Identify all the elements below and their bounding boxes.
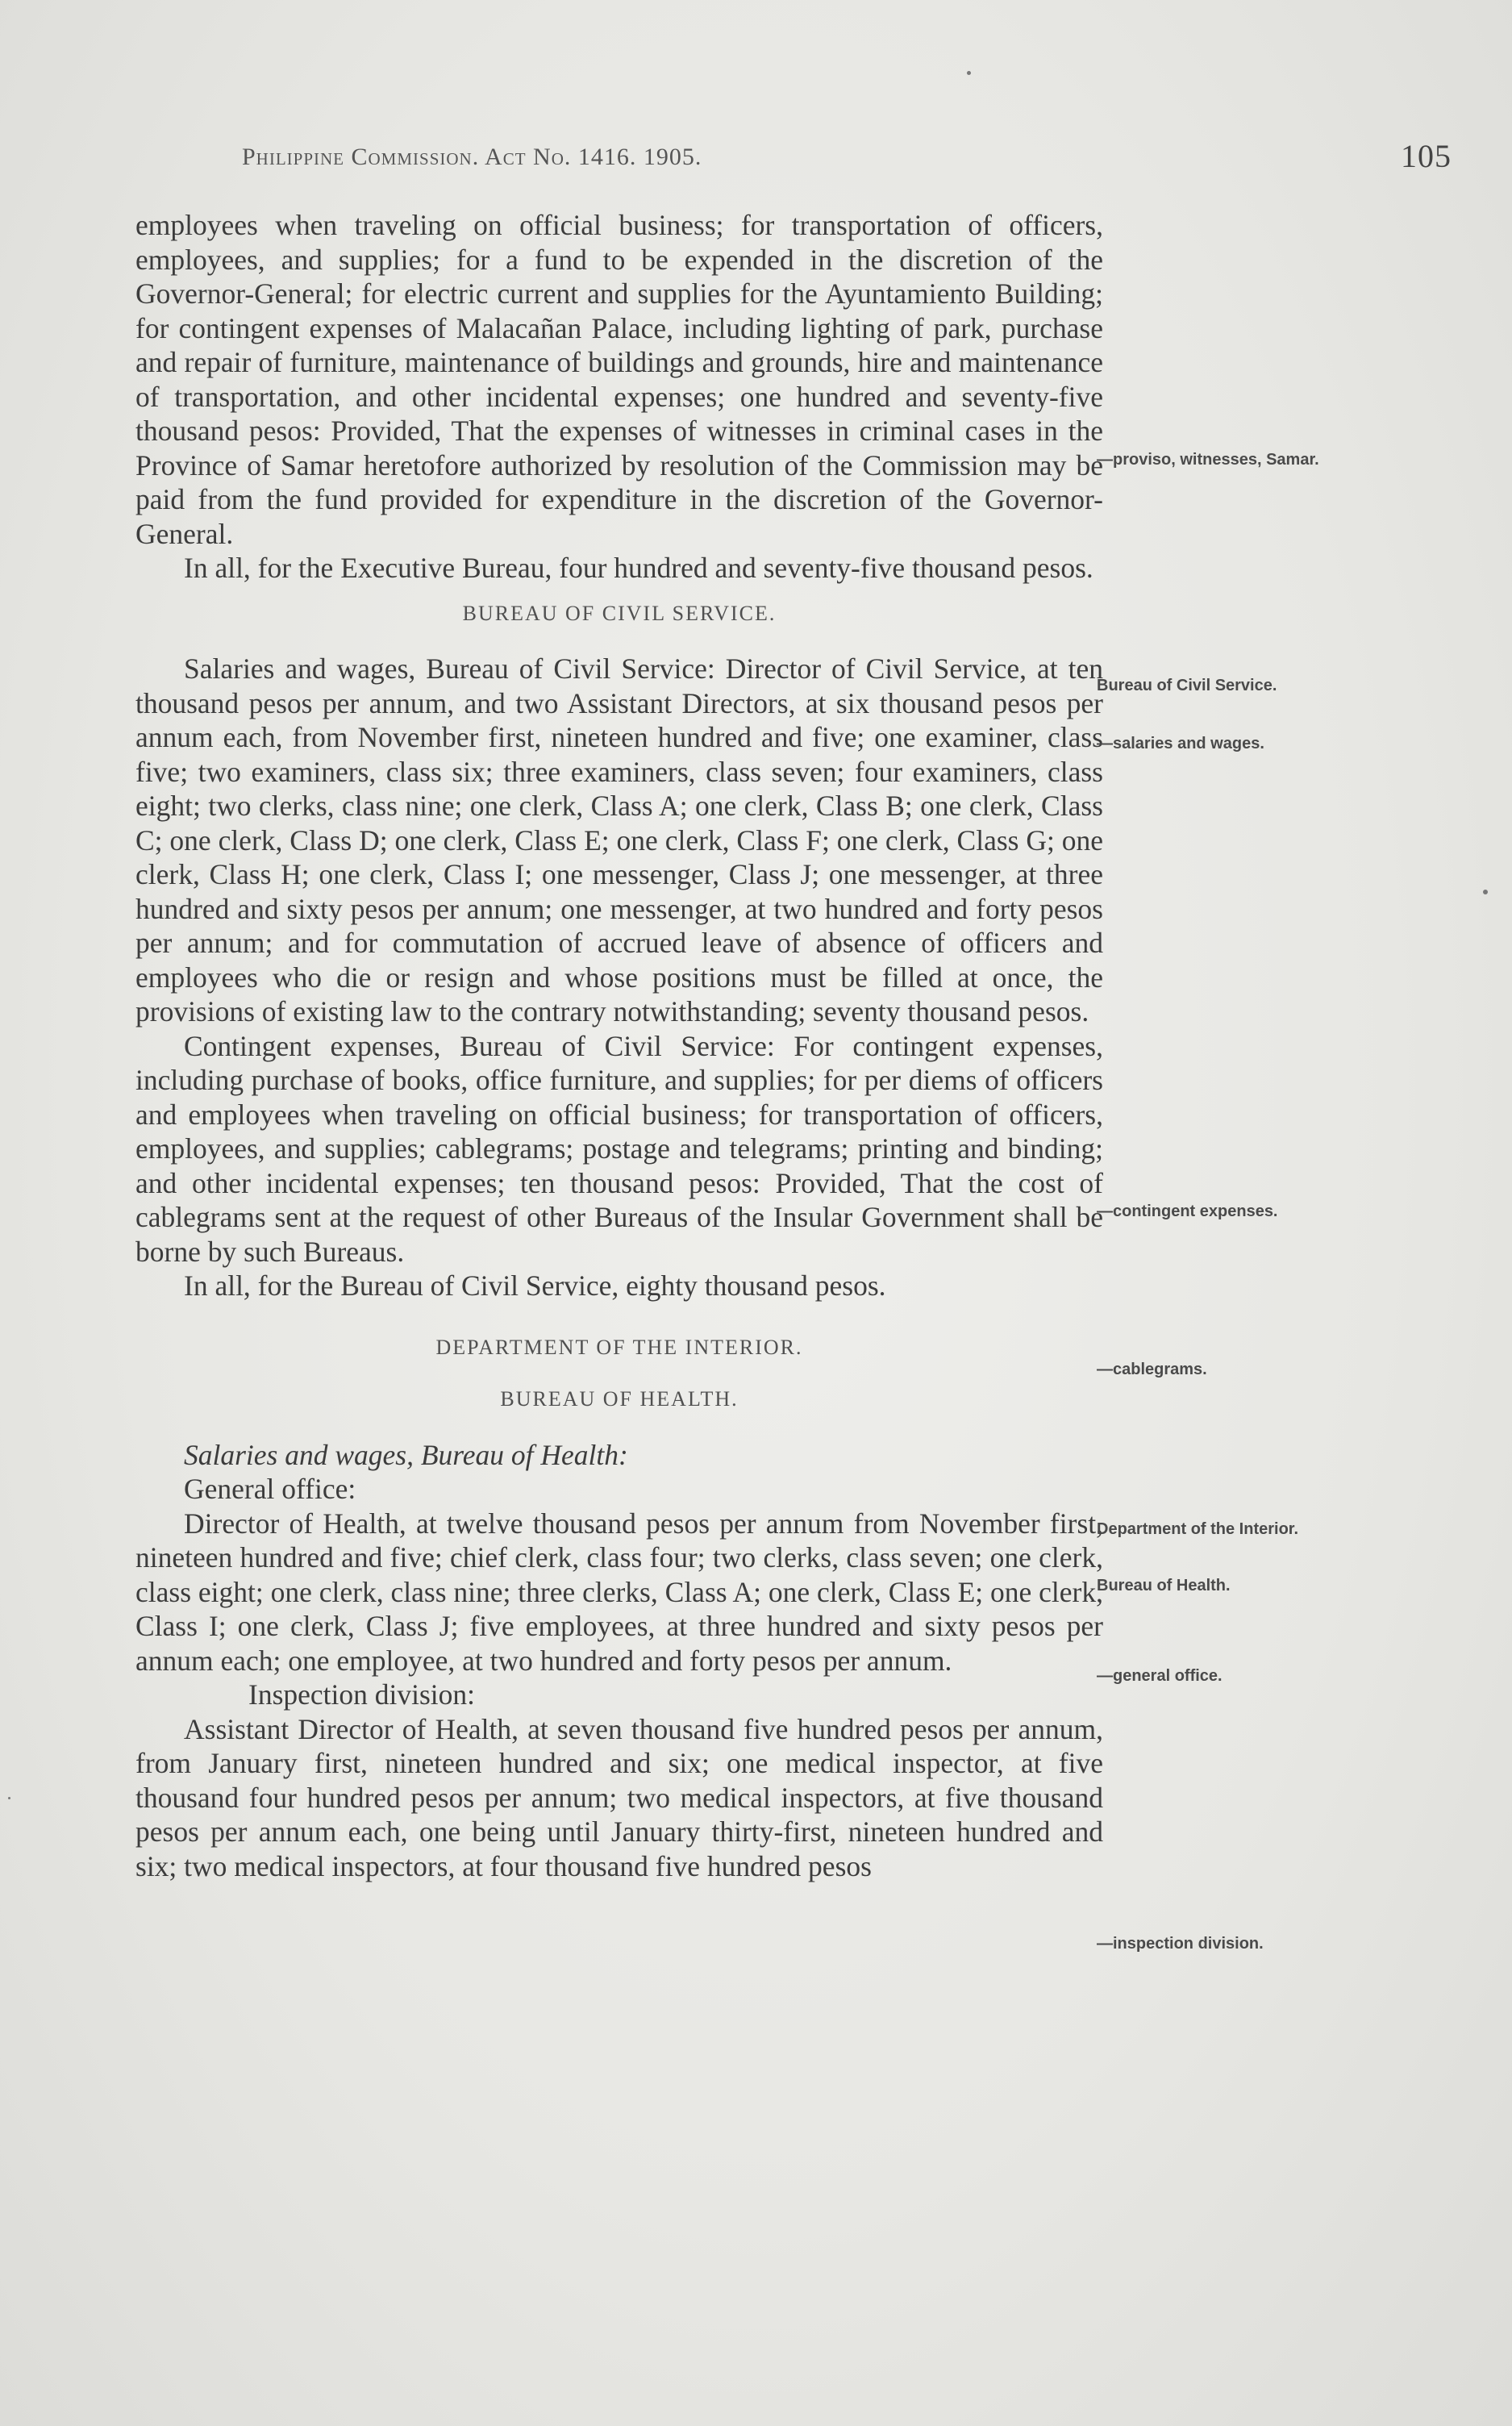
sidenote-cablegrams: —cablegrams.: [1097, 1361, 1207, 1378]
paragraph-executive-bureau-total: In all, for the Executive Bureau, four hundred and seventy-five thousand pesos.: [184, 552, 1093, 584]
paragraph-inspection-division-label: Inspection division:: [248, 1678, 476, 1711]
paragraph-inspection-division: Assistant Director of Health, at seven thousand five hundred pesos per annum, from January first, nineteen hundred and six; one medical inspector, at five thousand four hundred pesos per annum; two medical inspectors, at five thousand pesos per annum each, one being until January thirty-first, nineteen hundred and six; two medical inspectors, at four thousand five hundred pesos: [135, 1712, 1103, 1882]
sidenote-general-office: —general office.: [1097, 1667, 1223, 1685]
heading-bureau-of-civil-service: BUREAU OF CIVIL SERVICE.: [462, 601, 777, 625]
paragraph-general-office-label: General office:: [184, 1473, 356, 1505]
paper-speck: [1483, 890, 1488, 894]
paragraph-health-salaries-heading: Salaries and wages, Bureau of Health:: [184, 1438, 628, 1471]
main-text-column: [135, 208, 1103, 1883]
page-header: [242, 137, 1452, 185]
paper-speck: [967, 71, 971, 75]
paragraph-civil-service-salaries: Salaries and wages, Bureau of Civil Service: Director of Civil Service, at ten thousand pesos per annum, and two Assistant Directors, at six thousand pesos per annum each, from November first, nineteen hundred and five; one examiner, class five; two examiners, class six; three examiners, class seven; four examiners, class eight; two clerks, class nine; one clerk, Class A; one clerk, Class B; one clerk, Class C; one clerk, Class D; one clerk, Class E; one clerk, Class F; one clerk, Class G; one clerk, Class H; one clerk, Class I; one messenger, Class J; one messenger, at three hundred and sixty pesos per annum; one messenger, at two hundred and forty pesos per annum; and for commutation of accrued leave of absence of officers and employees who die or resign and whose positions must be filled at once, the provisions of existing law to the contrary notwithstanding; seventy thousand pesos.: [135, 652, 1103, 1028]
sidenote-contingent-expenses: —contingent expenses.: [1097, 1203, 1278, 1220]
running-title: Philippine Commission. Act No. 1416. 1905.: [242, 144, 702, 170]
sidenote-proviso-witnesses: —proviso, witnesses, Samar.: [1097, 451, 1319, 469]
sidenote-salaries-wages: —salaries and wages.: [1097, 735, 1264, 752]
sidenote-bureau-civil-service: Bureau of Civil Service.: [1097, 677, 1277, 694]
heading-bureau-of-health: BUREAU OF HEALTH.: [500, 1387, 739, 1411]
paper-speck: [8, 1797, 10, 1799]
heading-department-of-interior: DEPARTMENT OF THE INTERIOR.: [435, 1335, 803, 1359]
page-number: 105: [1401, 138, 1452, 174]
paragraph-civil-service-contingent: Contingent expenses, Bureau of Civil Service: For contingent expenses, including purchase of books, office furniture, and supplies; for per diems of officers and employees when traveling on official business; for transportation of officers, employees, and supplies; cablegrams; postage and telegrams; printing and binding; and other incidental expenses; ten thousand pesos: Provided, That the cost of cablegrams sent at the request of other Bureaus of the Insular Government shall be borne by such Bureaus.: [135, 1029, 1103, 1268]
paragraph-general-office: Director of Health, at twelve thousand pesos per annum from November first, nineteen hundred and five; chief clerk, class four; two clerks, class seven; one clerk, class eight; one clerk, class nine; three clerks, Class A; one clerk, Class E; one clerk, Class I; one clerk, Class J; five employees, at three hundred and sixty pesos per annum each; one employee, at two hundred and forty pesos per annum.: [135, 1507, 1103, 1677]
sidenote-department-interior: Department of the Interior.: [1097, 1520, 1299, 1538]
sidenote-bureau-health: Bureau of Health.: [1097, 1577, 1231, 1594]
paragraph-executive-bureau-continued: employees when traveling on official business; for transportation of officers, employees, and supplies; for a fund to be expended in the discretion of the Governor-General; for electric current and supplies for the Ayuntamiento Building; for contingent expenses of Malacañan Palace, including lighting of park, purchase and repair of furniture, maintenance of buildings and grounds, hire and maintenance of transportation, and other incidental expenses; one hundred and seventy-five thousand pesos: Provided, That the expenses of witnesses in criminal cases in the Province of Samar heretofore authorized by resolution of the Commission may be paid from the fund provided for expenditure in the discretion of the Governor-General.: [135, 209, 1103, 550]
paragraph-civil-service-total: In all, for the Bureau of Civil Service, eighty thousand pesos.: [184, 1269, 886, 1302]
sidenote-inspection-division: —inspection division.: [1097, 1935, 1264, 1953]
